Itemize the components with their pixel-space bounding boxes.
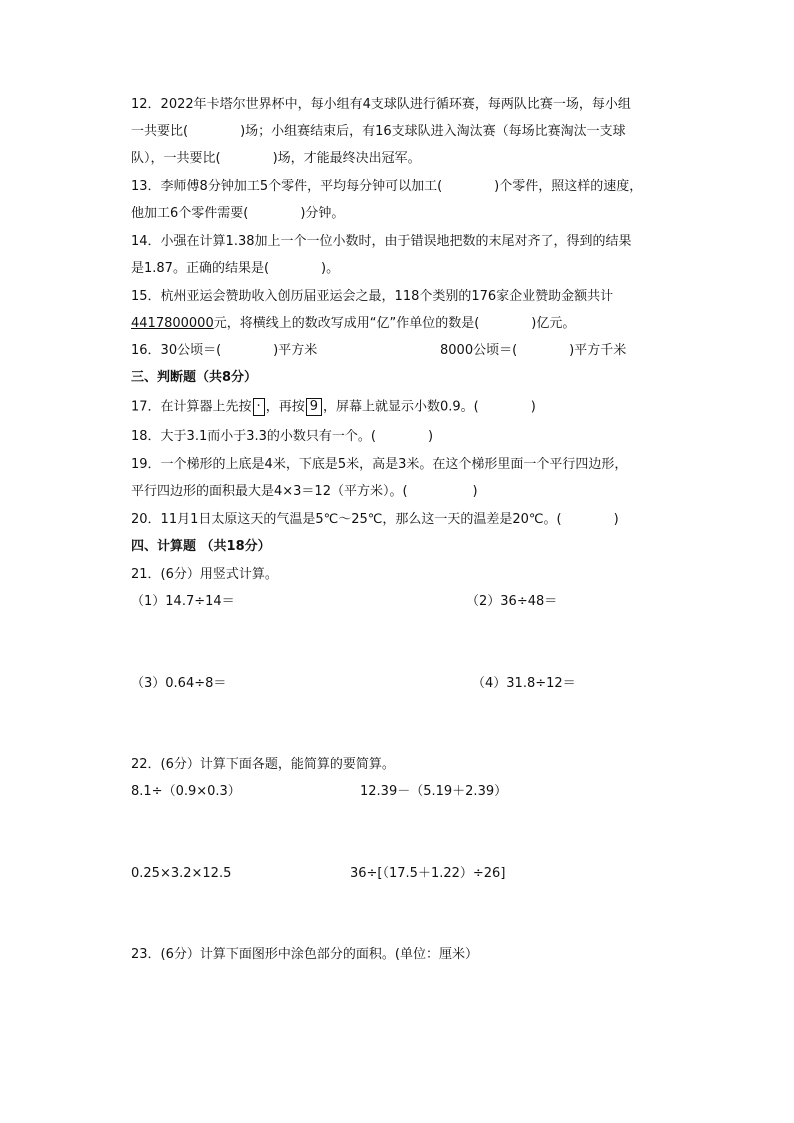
q17-part3: ，屏幕上就显示小数0.9。( ) [322, 399, 536, 415]
q19-line1: 19．一个梯形的上底是4米，下底是5米，高是3米。在这个梯形里面一个平行四边形， [131, 457, 628, 472]
section-3-heading: 三、判断题（共8分） [131, 370, 258, 385]
q22-title: 22．(6分）计算下面各题，能简算的要简算。 [131, 757, 395, 772]
q21-title: 21．(6分）用竖式计算。 [131, 567, 278, 582]
calculator-nine-key-icon: 9 [306, 398, 322, 416]
q12-line2: 一共要比( )场；小组赛结束后，有16支球队进入淘汰赛（每场比赛淘汰一支球 [131, 124, 626, 139]
q22-expression3: 0.25×3.2×12.5 [131, 866, 232, 881]
q17 [131, 398, 536, 417]
q21-part3: （3）0.64÷8＝ [131, 676, 227, 691]
q21-part1: （1）14.7÷14＝ [131, 594, 235, 609]
q16-right: 8000公顷＝( )平方千米 [440, 343, 627, 358]
q14-line2: 是1.87。正确的结果是( )。 [131, 261, 340, 276]
q23-title: 23．(6分）计算下面图形中涂色部分的面积。(单位：厘米） [131, 947, 478, 962]
q17-part1: 17．在计算器上先按 [131, 399, 252, 415]
q15-line1: 15．杭州亚运会赞助收入创历届亚运会之最，118个类别的176家企业赞助金额共计 [131, 289, 614, 304]
q13-line2: 他加工6个零件需要( )分钟。 [131, 206, 345, 221]
q17-part2: ，再按 [265, 399, 305, 415]
q21-part4: （4）31.8÷12＝ [472, 676, 576, 691]
q14-line1: 14．小强在计算1.38加上一个一位小数时，由于错误地把数的末尾对齐了，得到的结果 [131, 234, 632, 249]
q12-line3: 队），一共要比( )场，才能最终决出冠军。 [131, 151, 421, 166]
q13-line1: 13．李师傅8分钟加工5个零件，平均每分钟可以加工( )个零件，照这样的速度， [131, 179, 643, 194]
q18: 18．大于3.1而小于3.3的小数只有一个。( ) [131, 429, 434, 444]
calculator-dot-key-icon: · [253, 398, 265, 416]
q16-left: 16．30公顷＝( )平方米 [131, 343, 318, 358]
q15-line2 [131, 315, 575, 333]
q22-expression1: 8.1÷（0.9×0.3） [131, 784, 241, 799]
q20: 20．11月1日太原这天的气温是5℃～25℃，那么这一天的温差是20℃。( ) [131, 512, 619, 527]
q22-expression2: 12.39－（5.19＋2.39） [360, 784, 508, 799]
q22-expression4: 36÷[（17.5＋1.22）÷26] [350, 866, 506, 881]
q19-line2: 平行四边形的面积最大是4×3＝12（平方米）。( ) [131, 484, 478, 499]
q15-line2-rest: 元，将横线上的数改写成用“亿”作单位的数是( )亿元。 [213, 316, 576, 331]
section-4-heading: 四、计算题 （共18分） [131, 539, 271, 554]
q15-underlined-number: 4417800000 [131, 316, 214, 331]
q21-part2: （2）36÷48＝ [466, 594, 558, 609]
q12-line1: 12．2022年卡塔尔世界杯中，每小组有4支球队进行循环赛，每两队比赛一场，每小组 [131, 97, 631, 112]
